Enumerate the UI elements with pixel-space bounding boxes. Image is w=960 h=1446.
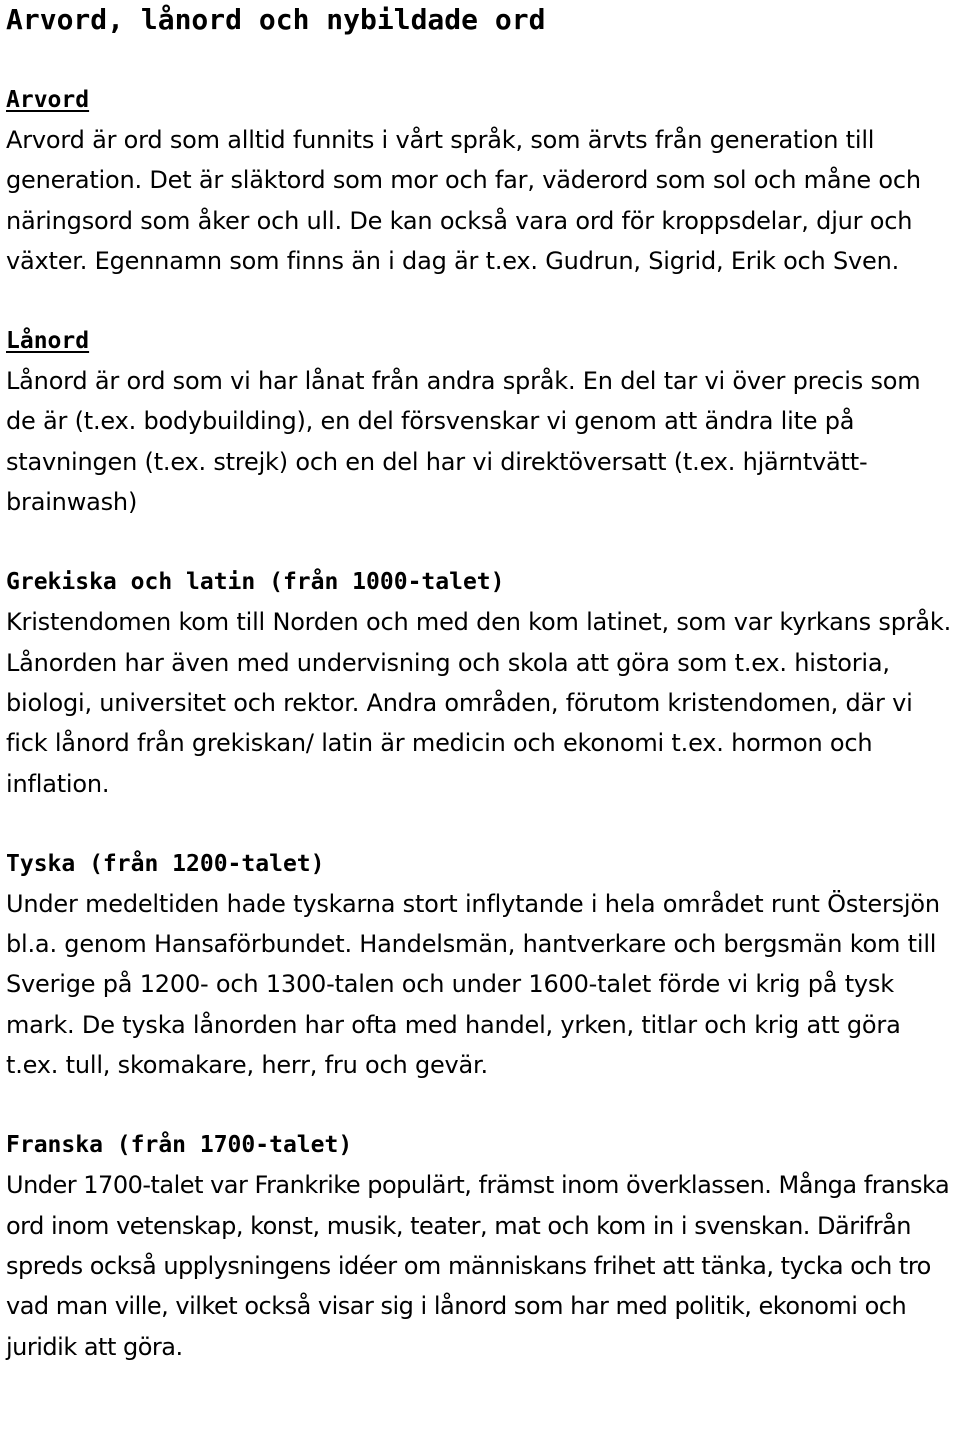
section-heading-arvord: Arvord (6, 87, 90, 113)
document-page (6, 0, 956, 1367)
section-franska (6, 1125, 956, 1366)
section-lanord (6, 321, 956, 522)
section-body-tyska: Under medeltiden hade tyskarna stort inflytande i hela området runt Östersjön bl.a. genom Hansaförbundet. Handelsmän, hantverkare och bergsmän kom till Sverige på 1200- och 1300-talen och under 1600-talet förde vi krig på tysk mark. De tyska lånorden har ofta med handel, yrken, titlar och krig att göra t.ex. tull, skomakare, herr, fru och gevär. (6, 889, 940, 1080)
section-tyska (6, 844, 956, 1085)
section-grekiska-latin (6, 562, 956, 803)
document-title: Arvord, lånord och nybildade ord (6, 3, 546, 36)
section-body-franska: Under 1700-talet var Frankrike populärt, främst inom överklassen. Många franska ord inom vetenskap, konst, musik, teater, mat och kom in i svenskan. Därifrån spreds också upplysningens idéer om människans frihet att tänka, tycka och tro vad man ville, vilket också visar sig i lånord som har med politik, ekonomi och juridik att göra. (6, 1171, 950, 1361)
section-heading-franska: Franska (från 1700-talet) (6, 1132, 353, 1159)
section-heading-grekiska-latin: Grekiska och latin (från 1000-talet) (6, 569, 505, 596)
section-body-arvord: Arvord är ord som alltid funnits i vårt språk, som ärvts från generation till generation. Det är släktord som mor och far, väderord som sol och måne och näringsord som åker och ull. De kan också vara ord för kroppsdelar, djur och växter. Egennamn som finns än i dag är t.ex. Gudrun, Sigrid, Erik och Sven. (6, 126, 921, 275)
section-body-lanord: Lånord är ord som vi har lånat från andra språk. En del tar vi över precis som de är (t.ex. bodybuilding), en del försvenskar vi genom att ändra lite på stavningen (t.ex. strejk) och en del har vi direktöversatt (t.ex. hjärntvätt-brainwash) (6, 367, 921, 517)
section-body-grekiska-latin: Kristendomen kom till Norden och med den kom latinet, som var kyrkans språk. Lånorden har även med undervisning och skola att göra som t.ex. historia, biologi, universitet och rektor. Andra områden, förutom kristendomen, där vi fick lånord från grekiskan/ latin är medicin och ekonomi t.ex. hormon och inflation. (6, 608, 952, 798)
section-heading-tyska: Tyska (från 1200-talet) (6, 850, 325, 877)
section-heading-lanord: Lånord (6, 328, 90, 355)
section-arvord (6, 80, 956, 281)
